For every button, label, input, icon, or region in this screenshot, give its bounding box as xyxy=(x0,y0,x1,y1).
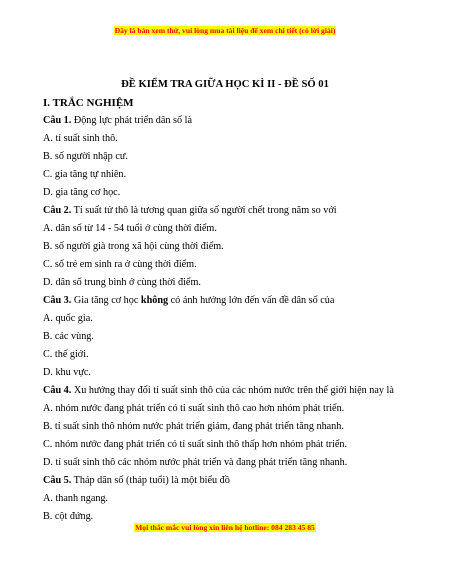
question-4-text: Xu hướng thay đổi tỉ suất sinh thô của các nhóm nước trên thế giới hiện nay là xyxy=(71,385,394,396)
question-4-option-b: B. tỉ suất sinh thô nhóm nước phát triển giảm, đang phát triển tăng nhanh. xyxy=(43,421,344,432)
question-2-option-c: C. số trẻ em sinh ra ở cùng thời điểm. xyxy=(43,259,197,270)
question-3-option-c: C. thế giới. xyxy=(43,349,89,360)
question-3-emphasis: không xyxy=(140,295,169,306)
exam-content xyxy=(43,94,443,526)
question-1-option-c: C. gia tăng tự nhiên. xyxy=(43,169,127,180)
question-3 xyxy=(43,292,443,310)
question-1 xyxy=(43,112,443,130)
hotline-text: Mọi thắc mắc vui lòng xin liên hệ hotline: 084 283 45 85 xyxy=(135,523,315,532)
question-5-text: Tháp dân số (tháp tuổi) là một biểu đồ xyxy=(71,475,230,486)
question-1-option-b: B. số người nhập cư. xyxy=(43,151,128,162)
page-title: ĐỀ KIỂM TRA GIỮA HỌC KÌ II - ĐỀ SỐ 01 xyxy=(121,79,329,90)
question-4-label: Câu 4. xyxy=(43,385,72,396)
question-3-option-a: A. quốc gia. xyxy=(43,313,93,324)
question-2-option-a: A. dân số từ 14 - 54 tuổi ở cùng thời điểm. xyxy=(43,223,217,234)
hotline-banner xyxy=(0,522,450,533)
question-2-option-b: B. số người già trong xã hội cùng thời điểm. xyxy=(43,241,224,252)
question-1-label: Câu 1. xyxy=(43,115,72,126)
question-4 xyxy=(43,382,443,400)
question-2-label: Câu 2. xyxy=(43,205,72,216)
question-3-option-b: B. các vùng. xyxy=(43,331,94,342)
question-5-option-b: B. cột đứng. xyxy=(43,511,94,522)
question-4-option-a: A. nhóm nước đang phát triển có tỉ suất sinh thô cao hơn nhóm phát triển. xyxy=(43,403,345,414)
question-4-option-d: D. tỉ suất sinh thô các nhóm nước phát triển và đang phát triển tăng nhanh. xyxy=(43,457,348,468)
question-1-option-d: D. gia tăng cơ học. xyxy=(43,187,121,198)
question-2 xyxy=(43,202,443,220)
question-3-option-d: D. khu vực. xyxy=(43,367,91,378)
preview-notice-text: Đây là bản xem thử, vui lòng mua tài liệu để xem chi tiết (có lời giải) xyxy=(114,26,336,35)
question-3-text-before: Gia tăng cơ học xyxy=(71,295,141,306)
question-5-label: Câu 5. xyxy=(43,475,72,486)
question-5 xyxy=(43,472,443,490)
question-2-text: Tỉ suất tử thô là tương quan giữa số người chết trong năm so với xyxy=(71,205,337,216)
question-5-option-a: A. thanh ngang. xyxy=(43,493,109,504)
question-4-option-c: C. nhóm nước đang phát triển có tỉ suất sinh thô thấp hơn nhóm phát triển. xyxy=(43,439,348,450)
question-3-text-after: có ảnh hưởng lớn đến vấn đề dân số của xyxy=(168,295,335,306)
question-1-text: Động lực phát triển dân số là xyxy=(71,115,192,126)
question-1-option-a: A. tỉ suất sinh thô. xyxy=(43,133,118,144)
question-3-label: Câu 3. xyxy=(43,295,72,306)
question-2-option-d: D. dân số trung bình ở cùng thời điểm. xyxy=(43,277,201,288)
section-heading: I. TRẮC NGHIỆM xyxy=(43,97,134,109)
preview-notice-banner xyxy=(0,25,450,36)
